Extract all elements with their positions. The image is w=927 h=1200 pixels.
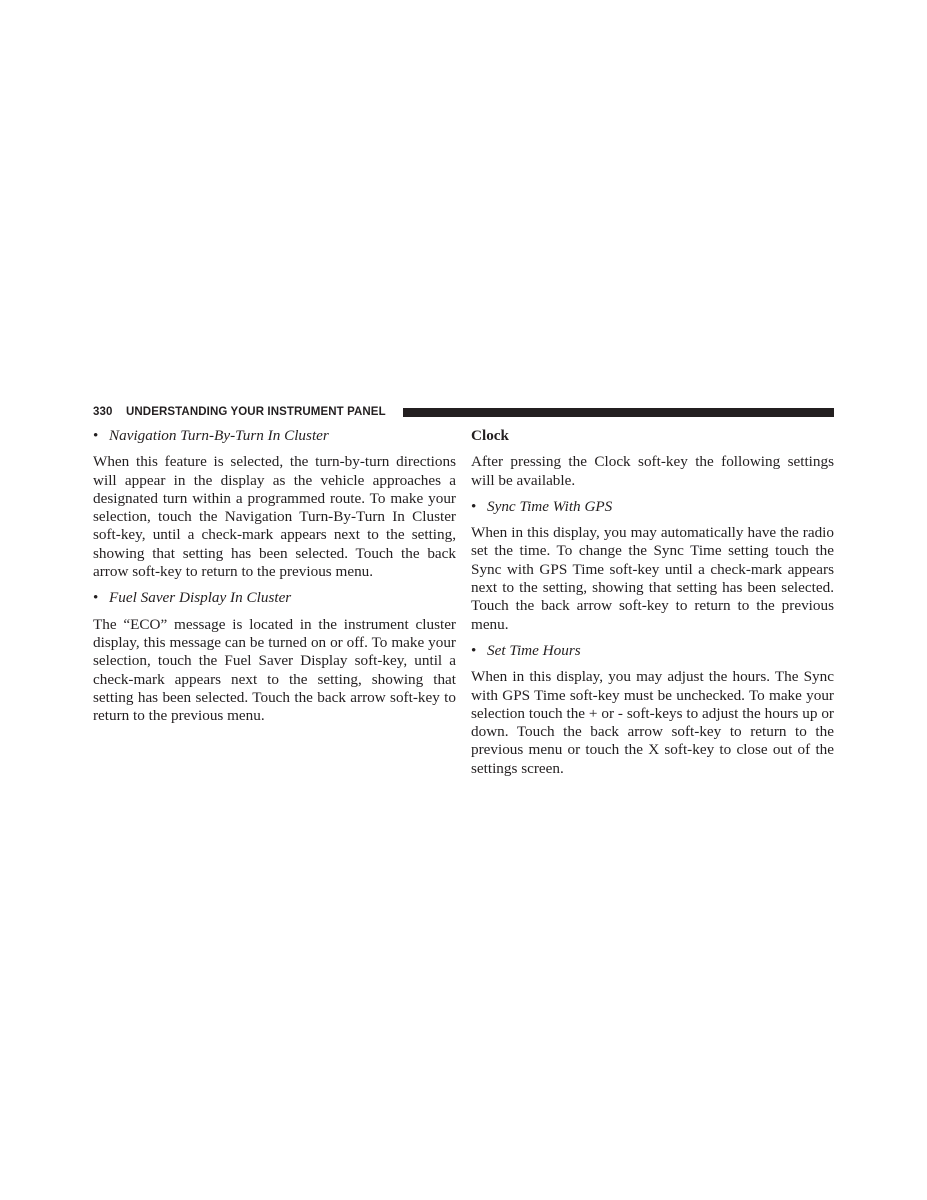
bullet-icon: • (93, 427, 99, 444)
bullet-label: Navigation Turn-By-Turn In Cluster (109, 427, 329, 444)
right-column (471, 427, 834, 778)
bullet-item-fuel-saver (93, 589, 456, 607)
paragraph-clock-intro: After pressing the Clock soft-key the following settings will be available. (471, 453, 834, 489)
paragraph-sync-time: When in this display, you may automatically have the radio set the time. To change the Sync Time setting touch the Sync with GPS Time soft-key until a check-mark appears next to the setting, showing that setting has been selected. Touch the back arrow soft-key to return to the previous menu. (471, 524, 834, 633)
bullet-icon: • (93, 589, 99, 607)
bullet-item-navigation (93, 427, 456, 445)
page-header (93, 405, 834, 421)
bullet-item-sync-time (471, 498, 834, 516)
bullet-label: Set Time Hours (487, 641, 581, 659)
page-number: 330 (93, 406, 113, 418)
bullet-icon: • (471, 641, 477, 659)
paragraph-fuel-saver: The “ECO” message is located in the instrument cluster display, this message can be turned on or off. To make your selection, touch the Fuel Saver Display soft-key, until a check-mark appears next to the setting, showing that setting has been selected. Touch the back arrow soft-key to return to the previous menu. (93, 615, 456, 725)
bullet-label: Fuel Saver Display In Cluster (109, 589, 292, 607)
bullet-label: Sync Time With GPS (487, 497, 613, 515)
bullet-icon: • (471, 497, 477, 515)
paragraph-navigation: When this feature is selected, the turn-by-turn directions will appear in the display as the vehicle approaches a designated turn within a programmed route. To make your selection, touch the Navigation Turn-By-Turn In Cluster soft-key, until a check-mark appears next to the setting, showing that setting has been selected. Touch the back arrow soft-key to return to the previous menu. (93, 453, 456, 581)
section-title: UNDERSTANDING YOUR INSTRUMENT PANEL (126, 406, 386, 418)
header-rule (403, 408, 834, 417)
left-column (93, 427, 456, 725)
bullet-item-set-time-hours (471, 642, 834, 660)
heading-clock: Clock (471, 427, 509, 444)
paragraph-set-time-hours: When in this display, you may adjust the hours. The Sync with GPS Time soft-key must be unchecked. To make your selection touch the + or - soft-keys to adjust the hours up or down. Touch the back arrow soft-key to return to the previous menu or touch the X soft-key to close out of the settings screen. (471, 668, 834, 777)
